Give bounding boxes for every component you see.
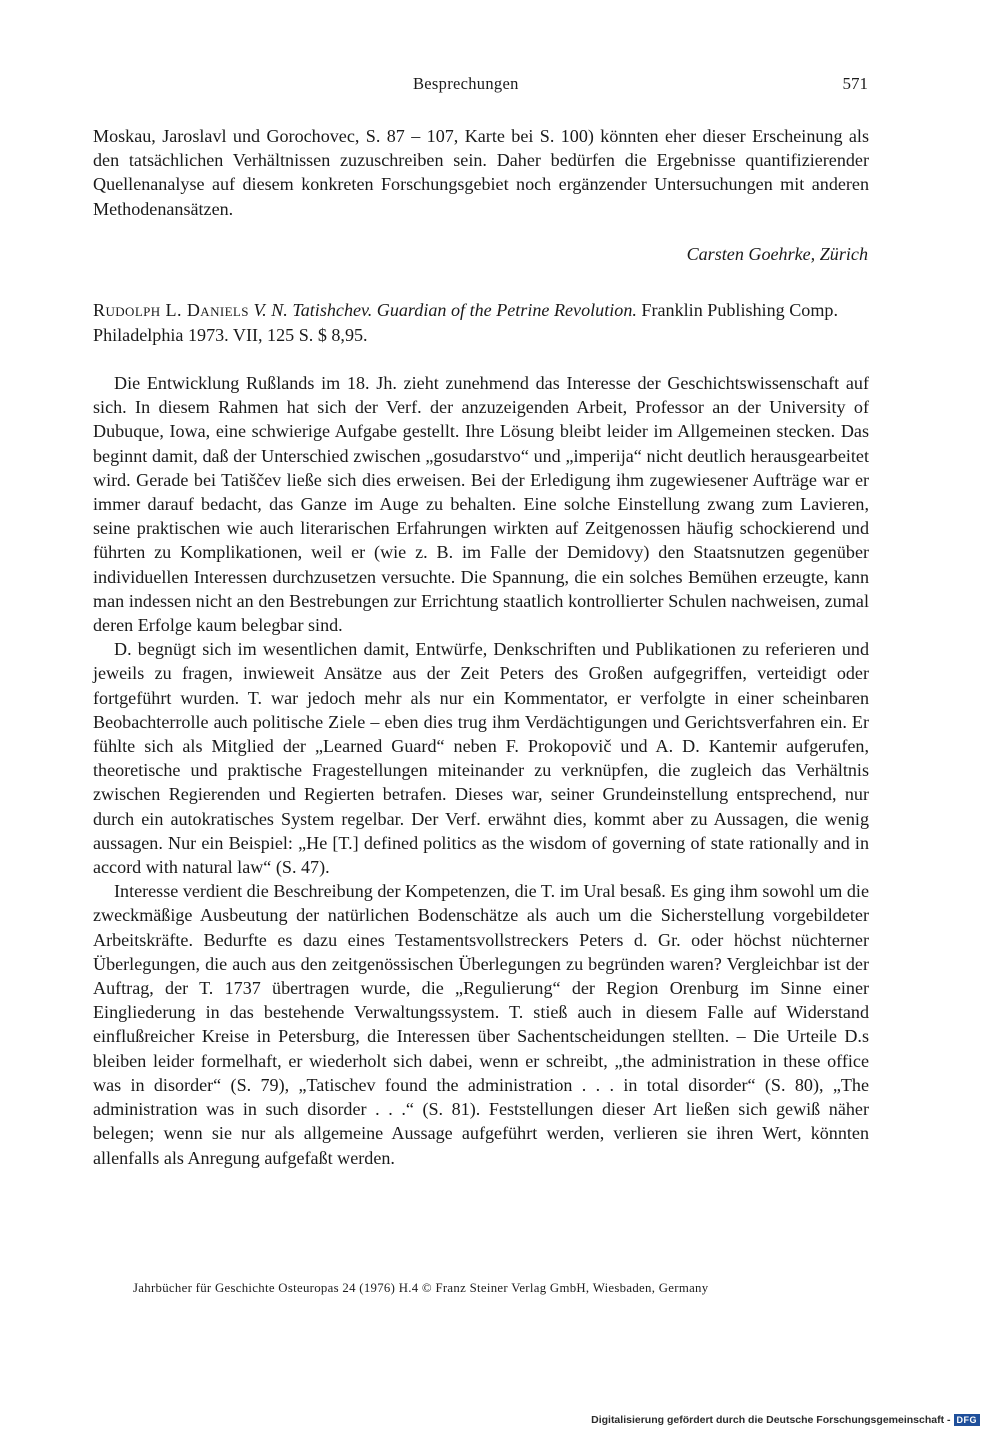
journal-footer: Jahrbücher für Geschichte Osteuropas 24 (1976) H.4 © Franz Steiner Verlag GmbH, Wiesbaden, Germany [133,1281,709,1295]
review-paragraph: D. begnügt sich im wesentlichen damit, Entwürfe, Denkschriften und Publikationen zu referieren und jeweils zu fragen, inwieweit Ansätze aus der Zeit Peters des Großen aufgegriffen, verteidigt oder fortgeführt wurden. T. war jedoch mehr als nur ein Kommentator, er verfolgte in einer scheinbaren Beobachterrolle auch politische Ziele – eben dies trug ihm Verdächtigungen und Gerichtsverfahren ein. Er fühlte sich als Mitglied der „Learned Guard“ neben F. Prokopovič und A. D. Kantemir aufgerufen, theoretische und praktische Fragestellungen miteinander zu verknüpfen, die zugleich das Verhältnis zwischen Regierenden und Regierten betrafen. Dieses war, seiner Grundeinstellung entsprechend, nur durch ein autokratisches System regelbar. Der Verf. erwähnt dies, kommt aber zu Aussagen, die wenig aussagen. Nur ein Beispiel: „He [T.] defined politics as the wisdom of governing of state rationally and in accord with natural law“ (S. 47). [93,639,869,878]
running-head: Besprechungen [413,74,519,93]
page-number: 571 [842,74,868,93]
book-title: V. N. Tatishchev. Guardian of the Petrine Revolution. [253,300,637,320]
continued-paragraph: Moskau, Jaroslavl und Gorochovec, S. 87 – 107, Karte bei S. 100) könnten eher dieser Erscheinung als den tatsächlichen Verhältnissen zuzuschreiben sein. Daher bedürfen die Ergebnisse quantifizierender Quellenanalyse auf diesem konkreten Forschungsgebiet noch ergänzender Untersuchungen mit anderen Methodenansätzen. [93,126,869,219]
review-paragraph: Die Entwicklung Rußlands im 18. Jh. zieht zunehmend das Interesse der Geschichtswissenschaft auf sich. In diesem Rahmen hat sich der Verf. der anzuzeigenden Arbeit, Professor an der University of Dubuque, Iowa, eine schwierige Aufgabe gestellt. Ihre Lösung bleibt leider im Allgemeinen stecken. Das beginnt damit, daß der Unterschied zwischen „gosudarstvo“ und „imperija“ nicht deutlich herausgearbeitet wird. Gerade bei Tatiščev ließe sich dies erweisen. Bei der Erledigung ihm zugewiesener Aufträge war er immer darauf bedacht, das Ganze im Auge zu behalten. Eine solche Einstellung zwang zum Lavieren, seine praktischen wie auch literarischen Erfahrungen wirkten auf Zeitgenossen häufig schockierend und führten zu Komplikationen, weil er (wie z. B. im Falle der Demidovy) den Staatsnutzen gegenüber individuellen Interessen durchzusetzen versuchte. Die Spannung, die ein solches Bemühen erzeugte, kann man indessen nicht an den Bestrebungen zur Errichtung staatlich kontrollierter Schulen nachweisen, zumal deren Erfolge kaum belegbar sind. [93,373,869,636]
review-text [93,371,869,1170]
book-publication: Franklin Publishing Comp. Philadelphia 1973. VII, 125 S. $ 8,95. [93,300,838,345]
book-author: Rudolph L. Daniels [93,300,249,320]
dfg-logo: DFG [954,1414,981,1426]
review-paragraph: Interesse verdient die Beschreibung der Kompetenzen, die T. im Ural besaß. Es ging ihm sowohl um die zweckmäßige Ausbeutung der natürlichen Bodenschätze als auch um die Sicherstellung vorgebildeter Arbeitskräfte. Bedurfte es dazu eines Testamentsvollstreckers Peters d. Gr. oder höchst nüchterner Überlegungen, die auch aus den zeitgenössischen Überlegungen zu begründen waren? Vergleichbar ist der Auftrag, der T. 1737 übertragen wurde, die „Regulierung“ der Region Orenburg im Sinne einer Eingliederung in das bestehende Verwaltungssystem. T. stieß auch in diesem Falle auf Widerstand einflußreicher Kreise in Petersburg, die Interessen über Sachentscheidungen stellten. – Die Urteile D.s bleiben leider formelhaft, er wiederholt sich dabei, wenn er schreibt, „the administration in these office was in disorder“ (S. 79), „Tatischev found the administration . . . in total disorder“ (S. 80), „The administration was in such disorder . . .“ (S. 81). Feststellungen dieser Art ließen sich gewiß näher belegen; wenn sie nur als allgemeine Aussage aufgeführt werden, verlieren sie ihren Wert, könnten allenfalls als Anregung aufgefaßt werden. [93,881,869,1168]
book-reference [93,298,869,347]
digitization-note [591,1414,980,1426]
digitization-text: Digitalisierung gefördert durch die Deutsche Forschungsgemeinschaft - [591,1414,951,1426]
reviewer-signature: Carsten Goehrke, Zürich [686,244,868,264]
